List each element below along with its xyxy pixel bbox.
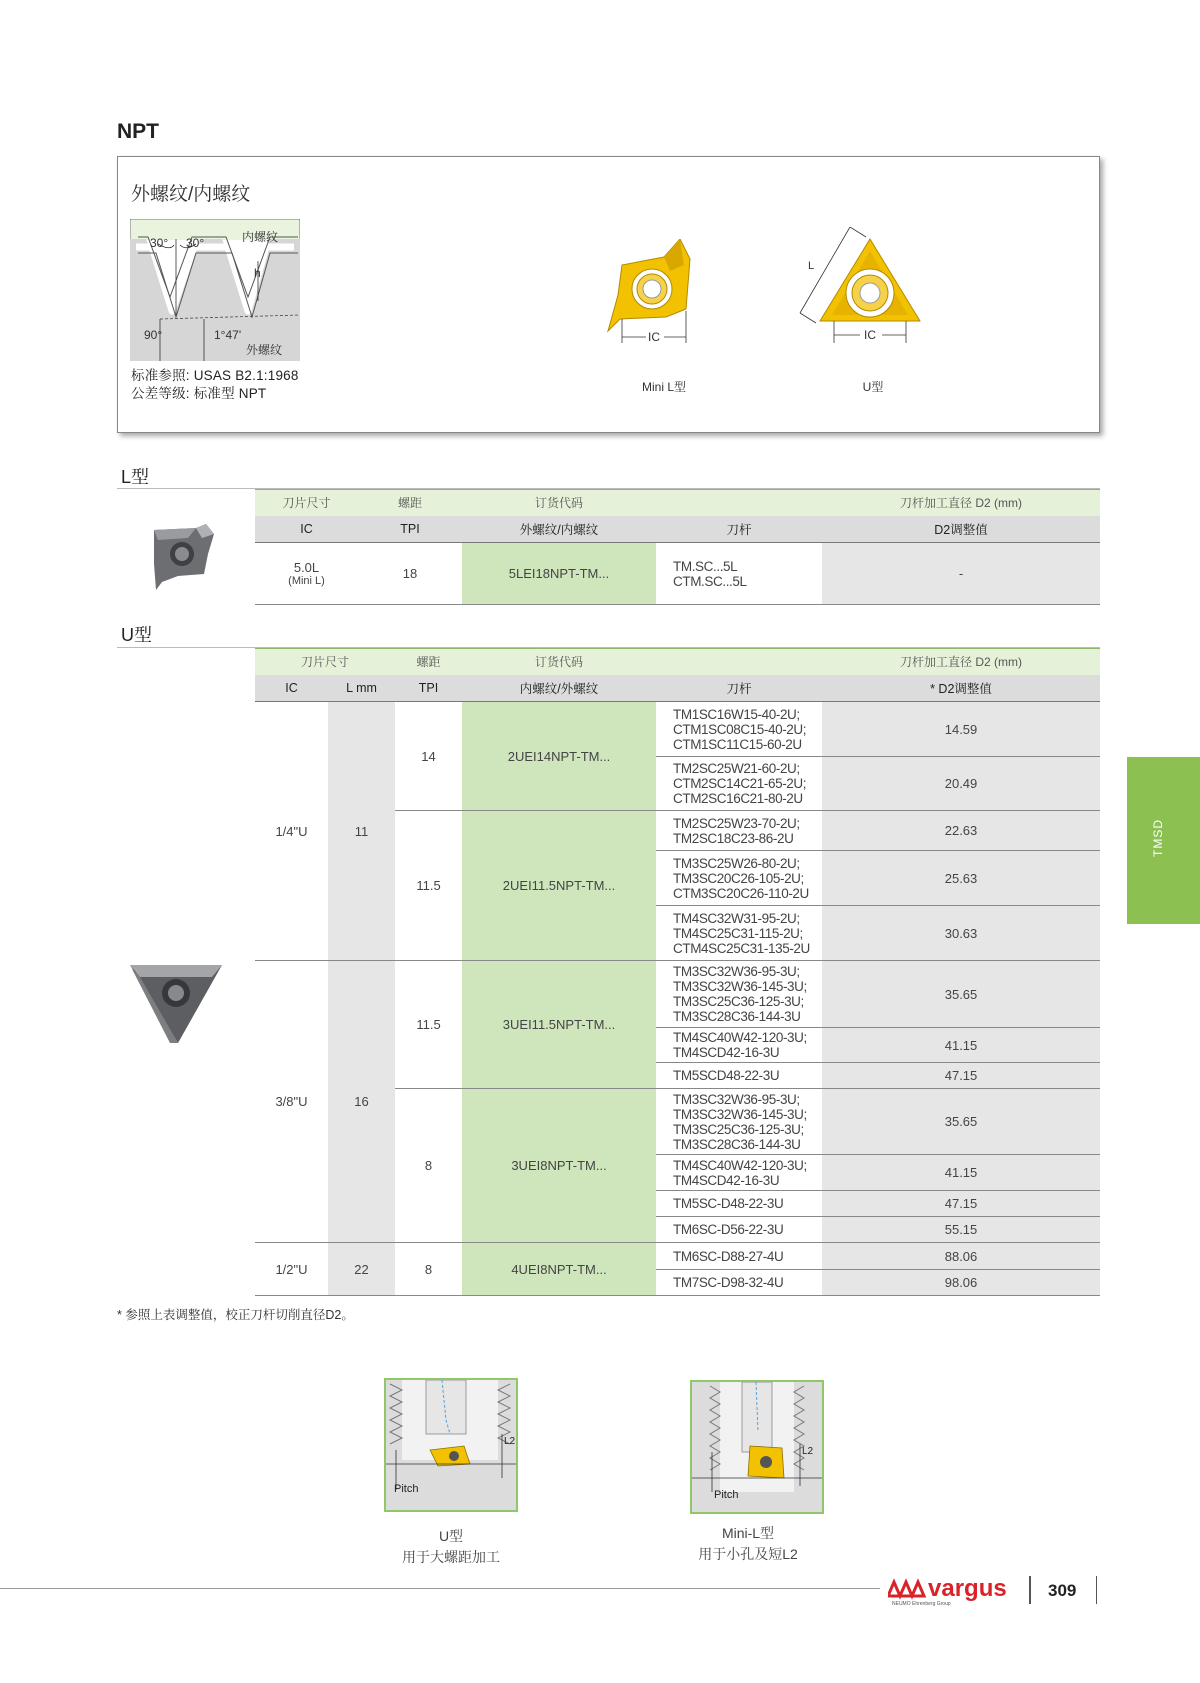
holder-line: TM2SC25W23-70-2U; [673, 815, 800, 831]
standard-notes [131, 367, 299, 403]
angle-left-label: 30° [150, 236, 169, 250]
l-insert-photo-icon [148, 524, 216, 590]
l-col-ic: IC [255, 516, 358, 543]
u-d2-cell: 98.06 [822, 1270, 1100, 1296]
u-ic-cell: 1/2"U [255, 1243, 328, 1296]
u-application-caption [371, 1526, 531, 1568]
external-thread-label: 外螺纹 [246, 343, 283, 357]
mini-l-application-title: Mini-L型 [721, 1525, 775, 1541]
holder-line: TM6SC-D56-22-3U [673, 1222, 784, 1237]
holder-line: TM4SC25C31-115-2U; [673, 925, 803, 941]
u-holder-cell [656, 1270, 822, 1296]
holder-line: TM3SC25C36-125-3U; [673, 1121, 804, 1137]
l-header-d2: 刀杆加工直径 D2 (mm) [822, 490, 1100, 516]
mini-l-application-caption [668, 1523, 828, 1565]
u-app-l2-label: L2 [504, 1436, 516, 1447]
l-type-title: L型 [121, 467, 150, 487]
l-col-d2: D2调整值 [822, 516, 1100, 543]
l-col-thread: 外螺纹/内螺纹 [462, 516, 656, 543]
l-holder-line: TM.SC...5L [673, 558, 738, 574]
u-ic-cell: 3/8"U [255, 961, 328, 1243]
u-type-application-diagram [384, 1378, 518, 1512]
l-header-pitch: 螺距 [358, 490, 462, 516]
holder-line: CTM2SC16C21-80-2U [673, 791, 803, 806]
holder-line: CTM1SC08C15-40-2U; [673, 721, 807, 737]
u-d2-cell: 30.63 [822, 906, 1100, 961]
holder-line: TM3SC25C36-125-3U; [673, 994, 804, 1009]
u-d2-cell: 47.15 [822, 1191, 1100, 1217]
u-insert-l-label: L [808, 260, 815, 272]
u-d2-cell: 47.15 [822, 1063, 1100, 1089]
holder-line: TM3SC32W36-95-3U; [673, 964, 800, 979]
l-row-code: 5LEI18NPT-TM... [462, 543, 656, 605]
u-tpi-cell: 8 [395, 1243, 462, 1296]
l-type-table [255, 489, 1100, 605]
u-header-pitch: 螺距 [395, 649, 462, 675]
u-col-l: L mm [328, 675, 395, 702]
thread-type-heading: 外螺纹/内螺纹 [131, 184, 251, 205]
u-l-cell: 16 [328, 961, 395, 1243]
tolerance-class: 公差等级: 标准型 NPT [131, 386, 267, 401]
thread-height-label: h [254, 266, 261, 280]
u-code-cell: 3UEI8NPT-TM... [462, 1089, 656, 1243]
u-d2-cell: 14.59 [822, 702, 1100, 757]
l-row-holder [656, 543, 822, 605]
u-holder-cell [656, 811, 822, 851]
l-ic-note: (Mini L) [288, 575, 325, 587]
u-code-cell: 2UEI14NPT-TM... [462, 702, 656, 811]
holder-line: TM1SC16W15-40-2U; [673, 706, 800, 722]
table-row [255, 1243, 1100, 1270]
holder-line: TM4SCD42-16-3U [673, 1045, 780, 1060]
l-ic-value: 5.0L [293, 560, 320, 575]
l-row-d2: - [822, 543, 1100, 605]
l-holder-line: CTM.SC...5L [673, 573, 747, 589]
table-row [255, 702, 1100, 757]
vargus-logo [888, 1574, 1028, 1606]
u-col-tpi: TPI [395, 675, 462, 702]
u-holder-cell [656, 757, 822, 811]
holder-line: CTM2SC14C21-65-2U; [673, 776, 807, 791]
u-insert-ic-label: IC [864, 328, 876, 342]
u-l-cell: 22 [328, 1243, 395, 1296]
footer-separator-right [1096, 1576, 1097, 1604]
u-holder-cell [656, 1155, 822, 1191]
mini-l-application-diagram [690, 1380, 824, 1514]
u-holder-cell [656, 1063, 822, 1089]
u-tpi-cell: 11.5 [395, 811, 462, 961]
u-tpi-cell: 11.5 [395, 961, 462, 1089]
l-col-holder: 刀杆 [656, 516, 822, 543]
holder-line: TM5SCD48-22-3U [673, 1068, 780, 1083]
holder-line: TM2SC25W21-60-2U; [673, 761, 800, 776]
thread-profile-diagram [130, 219, 300, 361]
internal-thread-label: 内螺纹 [242, 230, 279, 244]
holder-line: CTM1SC11C15-60-2U [673, 736, 802, 752]
u-tpi-cell: 8 [395, 1089, 462, 1243]
u-app-pitch-label: Pitch [394, 1483, 419, 1495]
u-code-cell: 3UEI11.5NPT-TM... [462, 961, 656, 1089]
holder-line: CTM4SC25C31-135-2U [673, 940, 810, 956]
u-holder-cell [656, 851, 822, 906]
u-ic-cell: 1/4"U [275, 823, 308, 839]
brand-group-text: NEUMO Ehrenberg Group [892, 1601, 951, 1606]
u-d2-cell: 25.63 [822, 851, 1100, 906]
l-header-size: 刀片尺寸 [255, 490, 358, 516]
mini-l-app-pitch-label: Pitch [714, 1489, 739, 1501]
page-title: NPT [117, 120, 159, 143]
u-d2-cell: 20.49 [822, 757, 1100, 811]
u-application-subtitle: 用于大螺距加工 [402, 1549, 500, 1565]
footer-divider [0, 1588, 880, 1589]
u-col-d2: * D2调整值 [822, 675, 1100, 702]
u-header-order-code: 订货代码 [462, 649, 656, 675]
footer-separator [1029, 1576, 1031, 1604]
holder-line: TM6SC-D88-27-4U [673, 1248, 784, 1264]
l-header-order-code: 订货代码 [462, 490, 656, 516]
u-holder-cell [656, 1028, 822, 1063]
u-d2-cell: 35.65 [822, 1089, 1100, 1155]
holder-line: TM5SC-D48-22-3U [673, 1196, 784, 1211]
u-insert-photo-icon [130, 963, 222, 1043]
u-header-size: 刀片尺寸 [255, 649, 395, 675]
u-d2-cell: 41.15 [822, 1155, 1100, 1191]
table-row [255, 961, 1100, 1028]
u-type-title: U型 [121, 625, 152, 645]
l-col-tpi: TPI [358, 516, 462, 543]
holder-line: TM4SC40W42-120-3U; [673, 1030, 807, 1045]
u-col-holder: 刀杆 [656, 675, 822, 702]
u-code-cell: 2UEI11.5NPT-TM... [462, 811, 656, 961]
mini-l-app-l2-label: L2 [802, 1446, 814, 1457]
u-holder-cell [656, 1089, 822, 1155]
holder-line: TM2SC18C23-86-2U [673, 830, 794, 846]
holder-line: TM4SCD42-16-3U [673, 1172, 780, 1188]
holder-line: TM3SC32W36-145-3U; [673, 979, 807, 994]
holder-line: TM3SC32W36-145-3U; [673, 1106, 807, 1122]
thread-info-panel [117, 156, 1100, 433]
holder-line: TM3SC32W36-95-3U; [673, 1091, 800, 1107]
u-application-title: U型 [438, 1528, 464, 1544]
u-holder-cell [656, 1217, 822, 1243]
u-d2-cell: 41.15 [822, 1028, 1100, 1063]
holder-line: TM4SC40W42-120-3U; [673, 1157, 807, 1173]
u-d2-cell: 55.15 [822, 1217, 1100, 1243]
u-holder-cell [656, 906, 822, 961]
u-d2-cell: 35.65 [822, 961, 1100, 1028]
u-holder-cell [656, 961, 822, 1028]
brand-wordmark: vargus [928, 1575, 1007, 1602]
holder-line: TM4SC32W31-95-2U; [673, 910, 800, 926]
page-number: 309 [1048, 1581, 1077, 1600]
mini-l-ic-label: IC [648, 330, 660, 343]
footnote: * 参照上表调整值，校正刀杆切削直径D2。 [117, 1308, 354, 1322]
l-row-tpi: 18 [358, 543, 462, 605]
u-holder-cell [656, 1243, 822, 1270]
u-type-caption: U型 [862, 380, 884, 394]
mini-l-caption: Mini L型 [641, 380, 686, 394]
mini-l-application-subtitle: 用于小孔及短L2 [698, 1546, 798, 1562]
holder-line: TM3SC25W26-80-2U; [673, 855, 800, 871]
holder-line: TM3SC20C26-105-2U; [673, 870, 804, 886]
u-type-table [255, 648, 1100, 1296]
holder-line: TM3SC28C36-144-3U [673, 1136, 801, 1152]
holder-line: CTM3SC20C26-110-2U [673, 885, 809, 901]
angle-right-label: 30° [186, 236, 205, 250]
side-tab-tmsd[interactable] [1127, 757, 1200, 924]
table-row [255, 543, 1100, 605]
u-d2-cell: 22.63 [822, 811, 1100, 851]
u-col-thread: 内螺纹/外螺纹 [462, 675, 656, 702]
right-angle-label: 90° [144, 328, 163, 342]
l-row-ic [255, 543, 358, 605]
holder-line: TM3SC28C36-144-3U [673, 1009, 801, 1024]
u-l-cell: 11 [328, 702, 395, 961]
mini-l-insert-drawing [606, 239, 706, 343]
u-code-cell: 4UEI8NPT-TM... [462, 1243, 656, 1296]
u-holder-cell [656, 702, 822, 757]
holder-line: TM7SC-D98-32-4U [673, 1275, 784, 1290]
u-insert-drawing [790, 227, 940, 343]
u-tpi-cell: 14 [421, 748, 436, 764]
side-tab-label: TMSD [1151, 819, 1165, 857]
u-header-d2: 刀杆加工直径 D2 (mm) [822, 649, 1100, 675]
u-holder-cell [656, 1191, 822, 1217]
standard-reference: 标准参照: USAS B2.1:1968 [131, 368, 299, 383]
taper-angle-label: 1°47' [214, 328, 242, 342]
u-col-ic: IC [255, 675, 328, 702]
u-d2-cell: 88.06 [822, 1243, 1100, 1270]
